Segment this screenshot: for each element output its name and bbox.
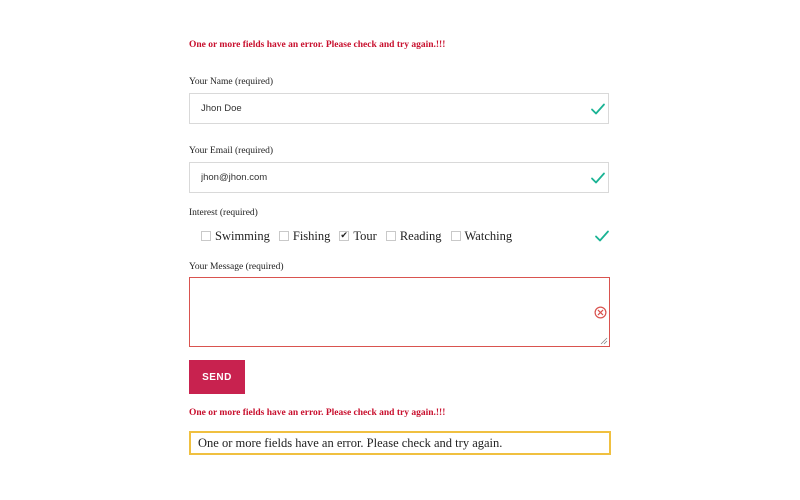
checkbox-checked[interactable] (339, 231, 349, 241)
response-output: One or more fields have an error. Please check and try again. (189, 431, 611, 455)
bottom-error-message: One or more fields have an error. Please check and try again.!!! (189, 408, 446, 418)
interest-option-fishing[interactable] (279, 229, 331, 244)
interest-option-watching[interactable] (451, 229, 513, 244)
checkbox[interactable] (279, 231, 289, 241)
interest-options (201, 229, 611, 243)
name-input[interactable] (190, 94, 581, 123)
checkbox[interactable] (386, 231, 396, 241)
option-label: Swimming (215, 228, 270, 243)
checkmark-icon: ✔ (340, 230, 348, 240)
interest-label: Interest (required) (189, 208, 258, 218)
valid-check-icon (590, 170, 606, 186)
interest-option-reading[interactable] (386, 229, 442, 244)
email-field-wrapper (189, 162, 609, 193)
name-label: Your Name (required) (189, 77, 273, 87)
send-button[interactable]: SEND (189, 360, 245, 394)
email-input[interactable] (190, 163, 581, 192)
valid-check-icon (594, 228, 610, 244)
checkbox[interactable] (201, 231, 211, 241)
resize-handle-icon[interactable] (600, 337, 608, 345)
option-label: Reading (399, 228, 442, 243)
name-field-wrapper (189, 93, 609, 124)
valid-check-icon (590, 101, 606, 117)
interest-option-tour[interactable] (339, 229, 376, 244)
message-label: Your Message (required) (189, 262, 284, 272)
message-textarea[interactable] (190, 278, 609, 346)
interest-option-swimming[interactable] (201, 229, 270, 244)
option-label: Fishing (292, 228, 331, 243)
email-label: Your Email (required) (189, 146, 273, 156)
message-field-wrapper (189, 277, 610, 347)
invalid-x-circle-icon (594, 306, 607, 319)
checkbox[interactable] (451, 231, 461, 241)
top-error-message: One or more fields have an error. Please check and try again.!!! (189, 40, 446, 50)
option-label: Watching (464, 228, 513, 243)
option-label: Tour (353, 228, 377, 243)
